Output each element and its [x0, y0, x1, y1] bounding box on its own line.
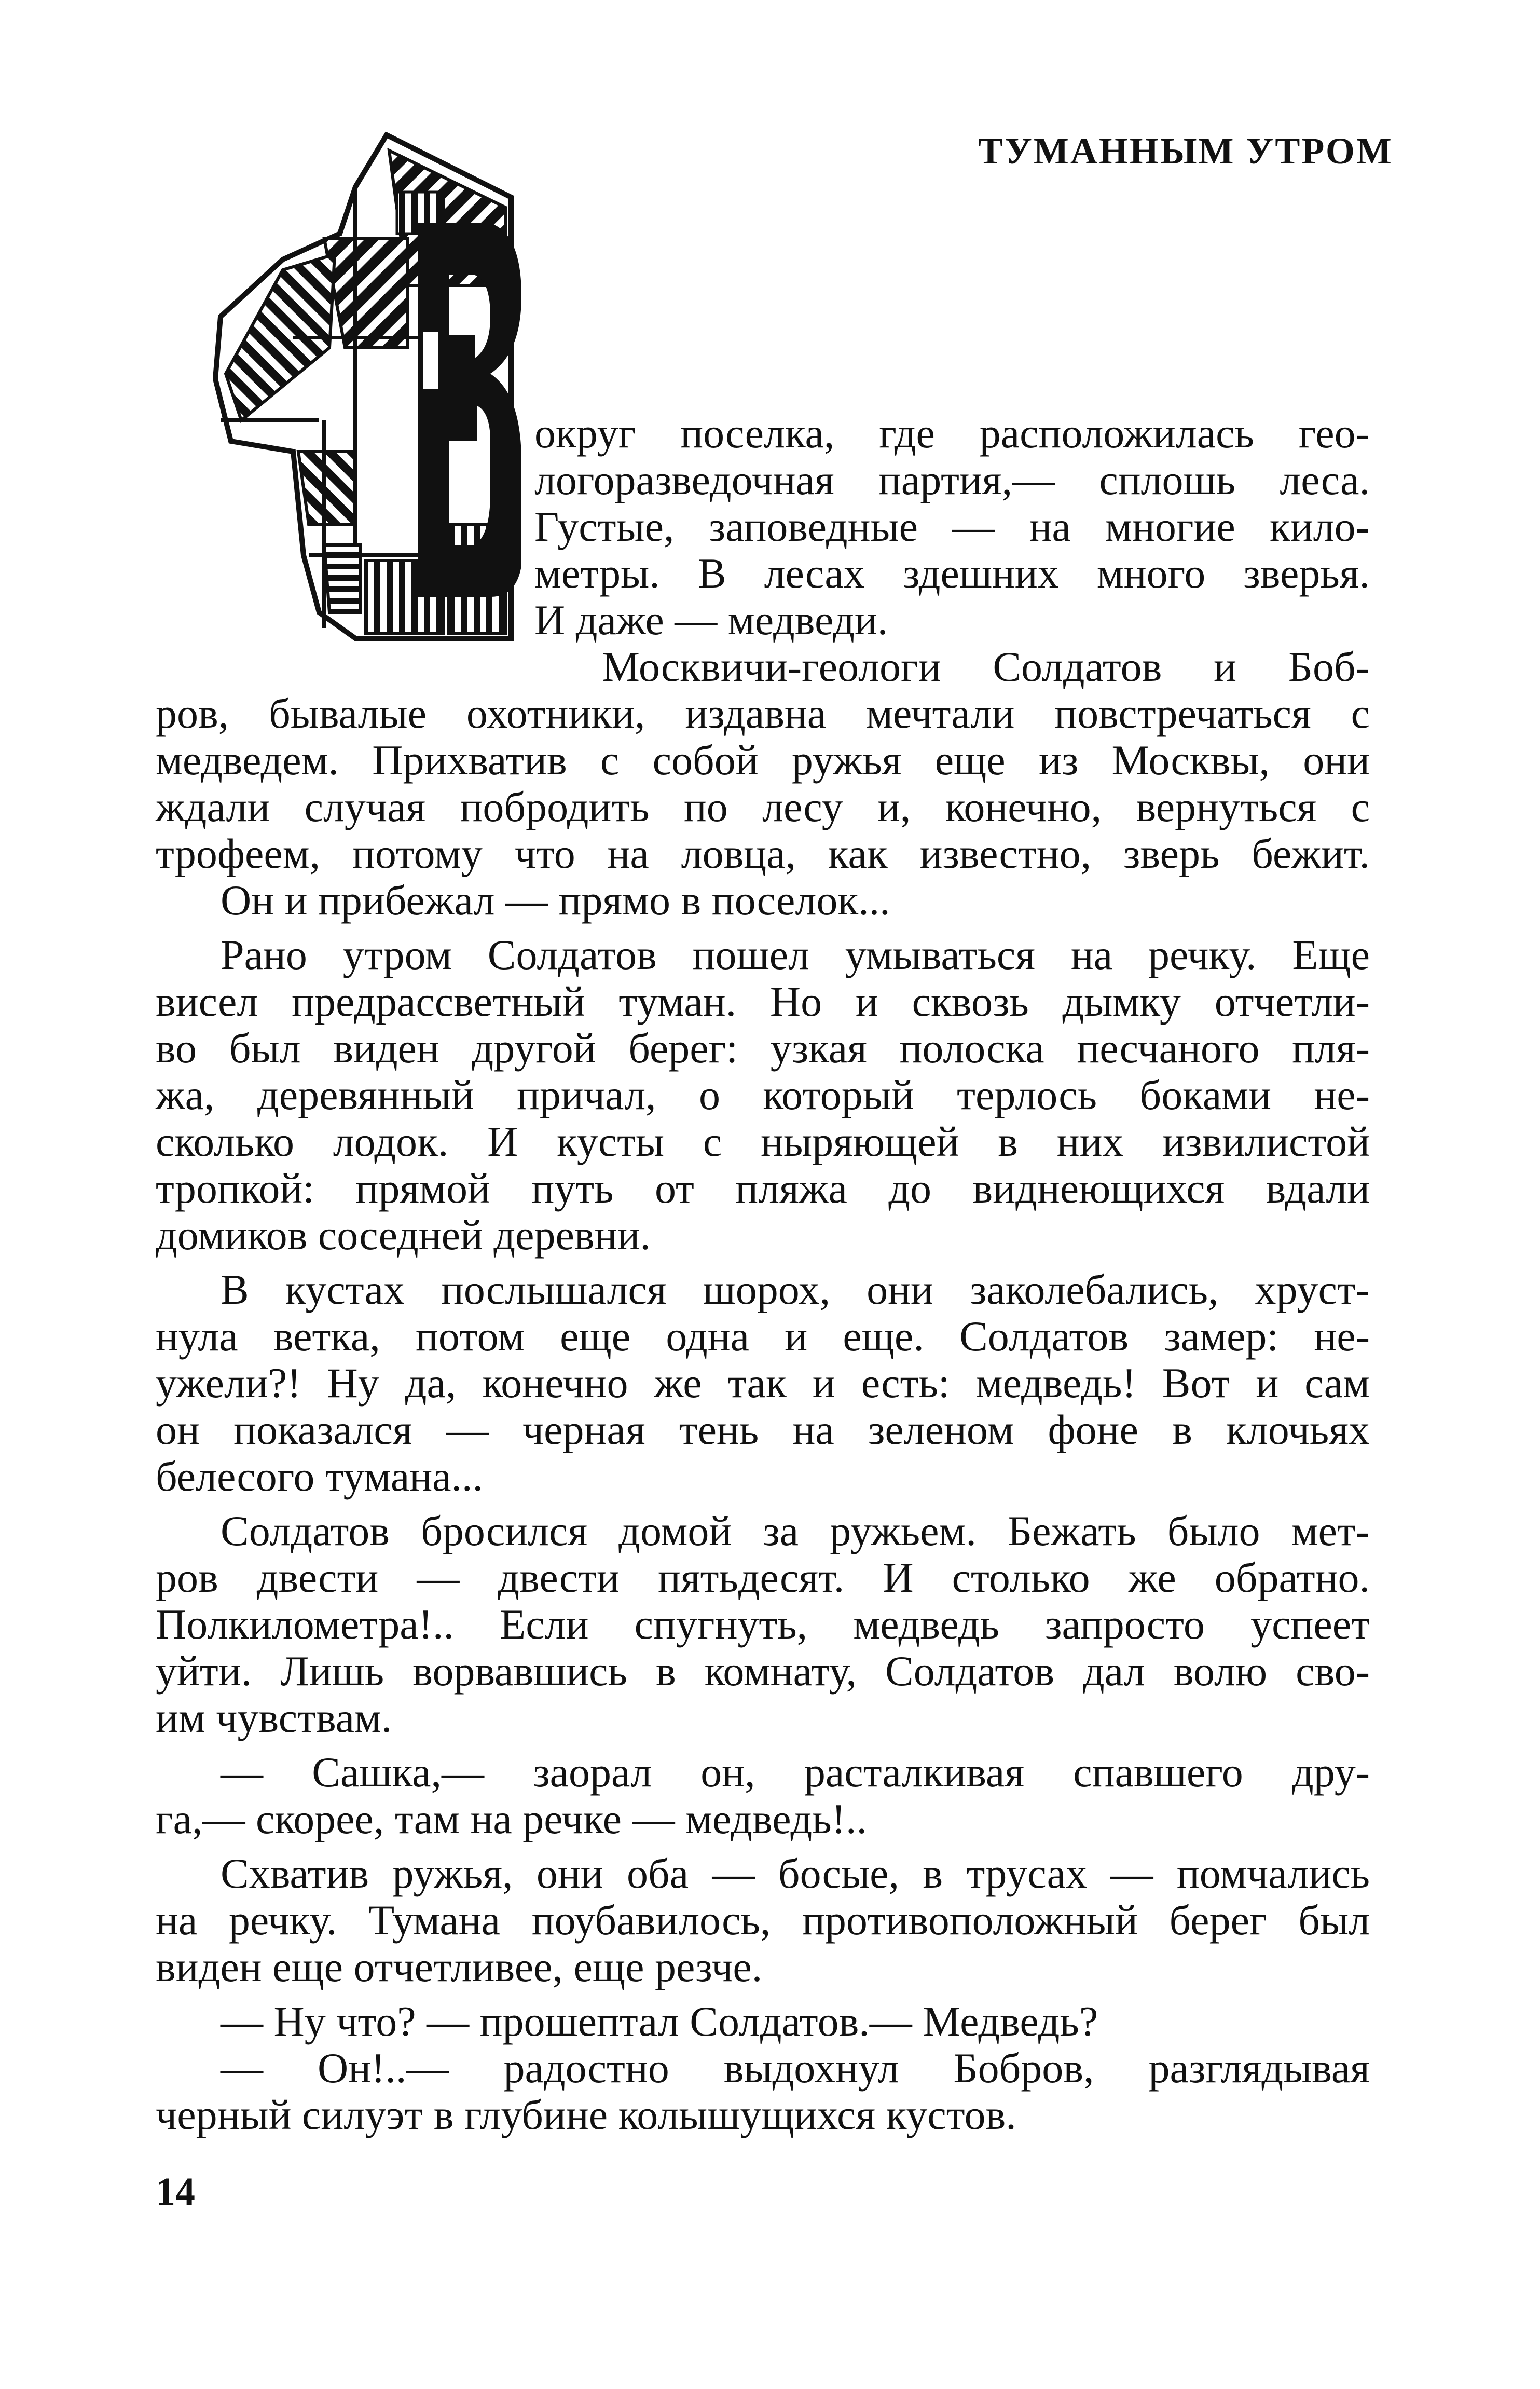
text-line: домиков соседней деревни.	[156, 1211, 651, 1259]
text-line: — Он!..— радостно выдохнул Бобров, разглядывая	[221, 2044, 1370, 2092]
text-line: И даже — медведи.	[534, 596, 888, 644]
text-line: он показался — черная тень на зеленом фоне в клочьях	[156, 1406, 1370, 1453]
page-title: ТУМАННЫМ УТРОМ	[978, 130, 1393, 172]
text-line: виден еще отчетливее, еще резче.	[156, 1943, 763, 1990]
text-line: Рано утром Солдатов пошел умываться на речку. Еще	[221, 931, 1370, 978]
text-line: во был виден другой берег: узкая полоска песчаного пля-	[156, 1025, 1370, 1072]
text-line: трофеем, потому что на ловца, как известно, зверь бежит.	[156, 830, 1370, 877]
text-line: жа, деревянный причал, о который терлось боками не-	[156, 1071, 1370, 1118]
text-line: ждали случая побродить по лесу и, конечно, вернуться с	[156, 783, 1370, 830]
text-line: Москвичи-геологи Солдатов и Боб-	[602, 643, 1370, 690]
page-number: 14	[156, 2170, 195, 2214]
text-line: белесого тумана...	[156, 1453, 484, 1500]
text-line: Полкилометра!.. Если спугнуть, медведь запросто успеет	[156, 1601, 1370, 1648]
text-line: округ поселка, где расположилась гео-	[534, 409, 1370, 457]
text-line: медведем. Прихватив с собой ружья еще из Москвы, они	[156, 736, 1370, 784]
text-line: логоразведочная партия,— сплошь леса.	[534, 456, 1370, 503]
text-line: сколько лодок. И кусты с ныряющей в них извилистой	[156, 1118, 1370, 1165]
text-line: ужели?! Ну да, конечно же так и есть: медведь! Вот и сам	[156, 1359, 1370, 1407]
text-line: ров, бывалые охотники, издавна мечтали повстречаться с	[156, 690, 1370, 737]
text-line: — Сашка,— заорал он, расталкивая спавшего дру-	[221, 1749, 1370, 1796]
text-line: тропкой: прямой путь от пляжа до виднеющихся вдали	[156, 1165, 1370, 1212]
text-line: Густые, заповедные — на многие кило-	[534, 503, 1370, 550]
text-line: ров двести — двести пятьдесят. И столько же обратно.	[156, 1554, 1370, 1601]
text-line: Солдатов бросился домой за ружьем. Бежать было мет-	[221, 1507, 1370, 1554]
text-line: висел предрассветный туман. Но и сквозь дымку отчетли-	[156, 978, 1370, 1025]
text-line: — Ну что? — прошептал Солдатов.— Медведь?	[221, 1998, 1098, 2045]
text-line: нула ветка, потом еще одна и еще. Солдатов замер: не-	[156, 1313, 1370, 1360]
text-line: на речку. Тумана поубавилось, противоположный берег был	[156, 1896, 1370, 1944]
text-line: га,— скорее, там на речке — медведь!..	[156, 1795, 867, 1842]
text-line: им чувствам.	[156, 1694, 392, 1741]
text-line: уйти. Лишь ворвавшись в комнату, Солдатов дал волю сво-	[156, 1647, 1370, 1695]
text-line: Схватив ружья, они оба — босые, в трусах — помчались	[221, 1850, 1370, 1897]
text-line: В кустах послышался шорох, они заколебались, хруст-	[221, 1266, 1370, 1313]
text-line: Он и прибежал — прямо в поселок...	[221, 877, 890, 924]
text-line: черный силуэт в глубине колышущихся кустов.	[156, 2091, 1016, 2138]
text-line: метры. В лесах здешних много зверья.	[534, 550, 1370, 597]
